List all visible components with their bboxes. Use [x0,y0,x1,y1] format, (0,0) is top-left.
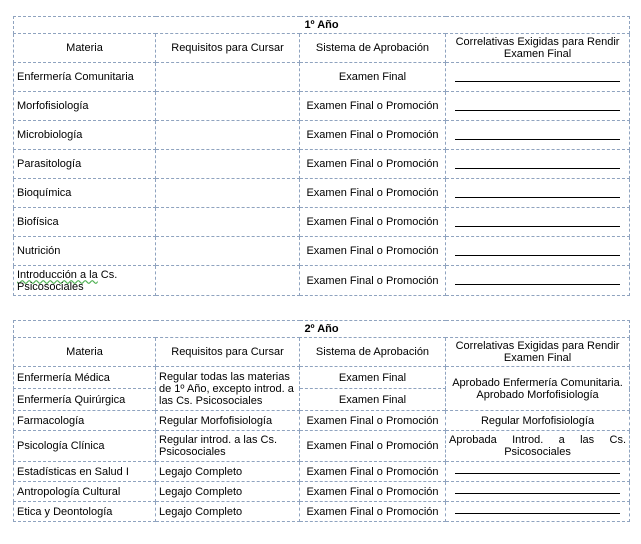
materia-spellcheck-part: Introducción a la [17,268,98,281]
sistema-cell: Examen Final o Promoción [300,462,446,482]
header-requisitos: Requisitos para Cursar [156,34,300,63]
year2-title: 2º Año [14,321,630,338]
requisitos-cell [156,266,300,296]
materia-cell: Antropología Cultural [14,482,156,502]
dash-line [455,284,620,285]
table-row [14,266,630,296]
requisitos-cell [156,121,300,150]
sistema-cell: Examen Final [300,389,446,411]
correlativas-cell [446,63,630,92]
table-row [14,367,630,389]
requisitos-cell: Legajo Completo [156,502,300,522]
sistema-cell: Examen Final o Promoción [300,502,446,522]
header-requisitos: Requisitos para Cursar [156,338,300,367]
materia-cell: Psicología Clínica [14,431,156,462]
sistema-cell: Examen Final [300,63,446,92]
materia-cell: Estadísticas en Salud I [14,462,156,482]
sistema-cell: Examen Final [300,367,446,389]
sistema-cell: Examen Final o Promoción [300,121,446,150]
requisitos-cell [156,150,300,179]
requisitos-cell [156,208,300,237]
dash-line [455,255,620,256]
table-row [14,502,630,522]
sistema-cell: Examen Final o Promoción [300,411,446,431]
dash-line [455,493,620,494]
requisitos-cell: Regular Morfofisiología [156,411,300,431]
table-row [14,411,630,431]
correlativas-cell [446,462,630,482]
dash-line [455,110,620,111]
sistema-cell: Examen Final o Promoción [300,92,446,121]
sistema-cell: Examen Final o Promoción [300,237,446,266]
sistema-cell: Examen Final o Promoción [300,482,446,502]
dash-line [455,513,620,514]
year1-table [13,16,630,296]
correlativas-cell [446,237,630,266]
requisitos-shared-cell: Regular todas las materias de 1º Año, excepto introd. a las Cs. Psicosociales [156,367,300,411]
dash-line [455,197,620,198]
header-materia: Materia [14,34,156,63]
header-sistema: Sistema de Aprobación [300,338,446,367]
requisitos-cell [156,63,300,92]
materia-cell: Parasitología [14,150,156,179]
materia-cell: Farmacología [14,411,156,431]
table-row [14,431,630,462]
requisitos-cell [156,92,300,121]
materia-cell: Enfermería Médica [14,367,156,389]
dash-line [455,81,620,82]
correlativas-cell: Regular Morfofisiología [446,411,630,431]
materia-cell: Microbiología [14,121,156,150]
materia-cell: Biofísica [14,208,156,237]
table-row [14,208,630,237]
sistema-cell: Examen Final o Promoción [300,208,446,237]
correlativas-cell [446,92,630,121]
header-sistema: Sistema de Aprobación [300,34,446,63]
correlativas-cell: Aprobada Introd. a las Cs. Psicosociales [446,431,630,462]
correlativas-cell [446,266,630,296]
dash-line [455,168,620,169]
materia-cell: Enfermería Quirúrgica [14,389,156,411]
table-row [14,179,630,208]
header-correlativas: Correlativas Exigidas para Rendir Examen Final [446,34,630,63]
materia-cell: Bioquímica [14,179,156,208]
table-row [14,482,630,502]
header-materia: Materia [14,338,156,367]
table-row [14,92,630,121]
correlativas-cell [446,208,630,237]
table-row [14,121,630,150]
table-row [14,150,630,179]
dash-line [455,139,620,140]
table-row [14,237,630,266]
sistema-cell: Examen Final o Promoción [300,150,446,179]
correlativas-cell [446,121,630,150]
requisitos-cell: Legajo Completo [156,482,300,502]
correlativas-cell [446,150,630,179]
sistema-cell: Examen Final o Promoción [300,266,446,296]
sistema-cell: Examen Final o Promoción [300,179,446,208]
sistema-cell: Examen Final o Promoción [300,431,446,462]
materia-rest: Cs. Psicosociales [17,268,118,293]
materia-cell: Etica y Deontología [14,502,156,522]
dash-line [455,226,620,227]
materia-cell: Nutrición [14,237,156,266]
requisitos-cell: Regular introd. a las Cs. Psicosociales [156,431,300,462]
materia-cell: Enfermería Comunitaria [14,63,156,92]
correlativas-cell [446,179,630,208]
requisitos-cell [156,179,300,208]
year2-table [13,320,630,522]
materia-cell: Morfofisiología [14,92,156,121]
correlativas-shared-cell: Aprobado Enfermería Comunitaria. Aprobado Morfofisiología [446,367,630,411]
year1-title: 1º Año [14,17,630,34]
correlativas-cell [446,502,630,522]
dash-line [455,473,620,474]
header-correlativas: Correlativas Exigidas para Rendir Examen Final [446,338,630,367]
requisitos-cell [156,237,300,266]
table-row [14,63,630,92]
correlativas-cell [446,482,630,502]
requisitos-cell: Legajo Completo [156,462,300,482]
materia-cell [14,266,156,296]
table-row [14,462,630,482]
